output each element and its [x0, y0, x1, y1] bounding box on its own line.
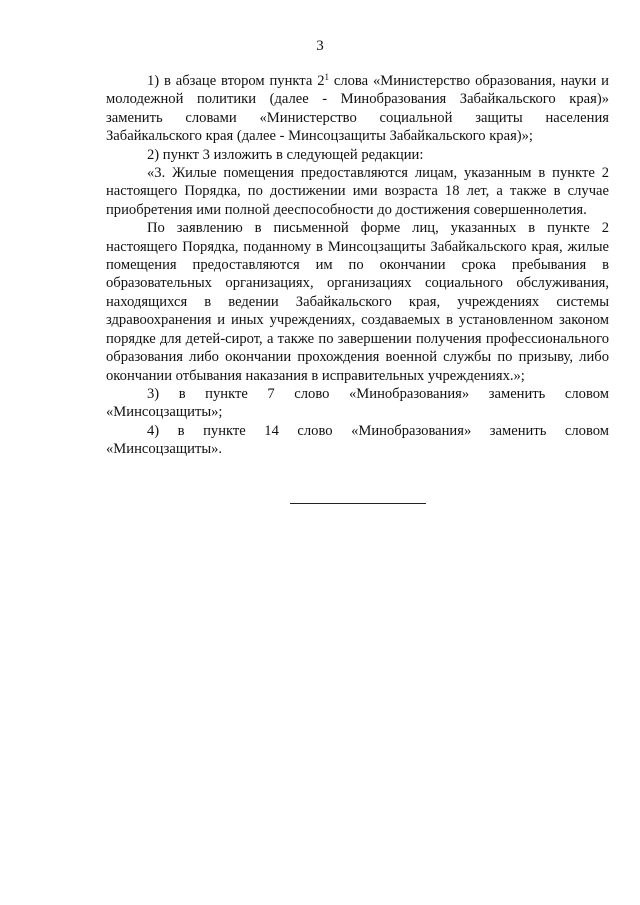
quoted-paragraph-1: «3. Жилые помещения предоставляются лицам, указанным в пункте 2 настоящего Порядка, по достижении ими возраста 18 лет, а также в случае приобретения ими полной дееспособности до достижения совершеннолетия. — [106, 165, 609, 218]
amendment-item-3: 3) в пункте 7 слово «Минобразования» заменить словом «Минсоцзащиты»; — [106, 385, 609, 421]
document-body — [106, 72, 609, 459]
quoted-paragraph-2: По заявлению в письменной форме лиц, указанных в пункте 2 настоящего Порядка, поданному в Минсоцзащиты Забайкальского края, жилые помещения предоставляются им по окончании срока пребывания в образовательных организациях, организациях социального обслуживания, находящихся в ведении Забайкальского края, учреждениях системы здравоохранения и иных учреждениях, создаваемых в установленном законом порядке для детей-сирот, а также по завершении получения профессионального образования либо окончании прохождения военной службы по призыву, либо окончании отбывания наказания в исправительных учреждениях.»; — [106, 220, 609, 384]
amendment-item-1-text-b: слова «Министерство образования, науки и молодежной политики (далее - Минобразования Забайкальского края)» заменить словами «Министерство социальной защиты населения Забайкальского края (далее - Минсоцзащиты Забайкальского края)»; — [106, 73, 609, 145]
superscript-marker: 1 — [324, 72, 329, 82]
amendment-item-2: 2) пункт 3 изложить в следующей редакции: — [147, 146, 424, 163]
closing-divider-line — [290, 503, 426, 504]
amendment-item-4: 4) в пункте 14 слово «Минобразования» заменить словом «Минсоцзащиты». — [106, 422, 609, 458]
amendment-item-1 — [106, 72, 609, 146]
amendment-item-1-text-a: 1) в абзаце втором пункта 2 — [147, 73, 325, 89]
page-number: 3 — [316, 38, 324, 54]
